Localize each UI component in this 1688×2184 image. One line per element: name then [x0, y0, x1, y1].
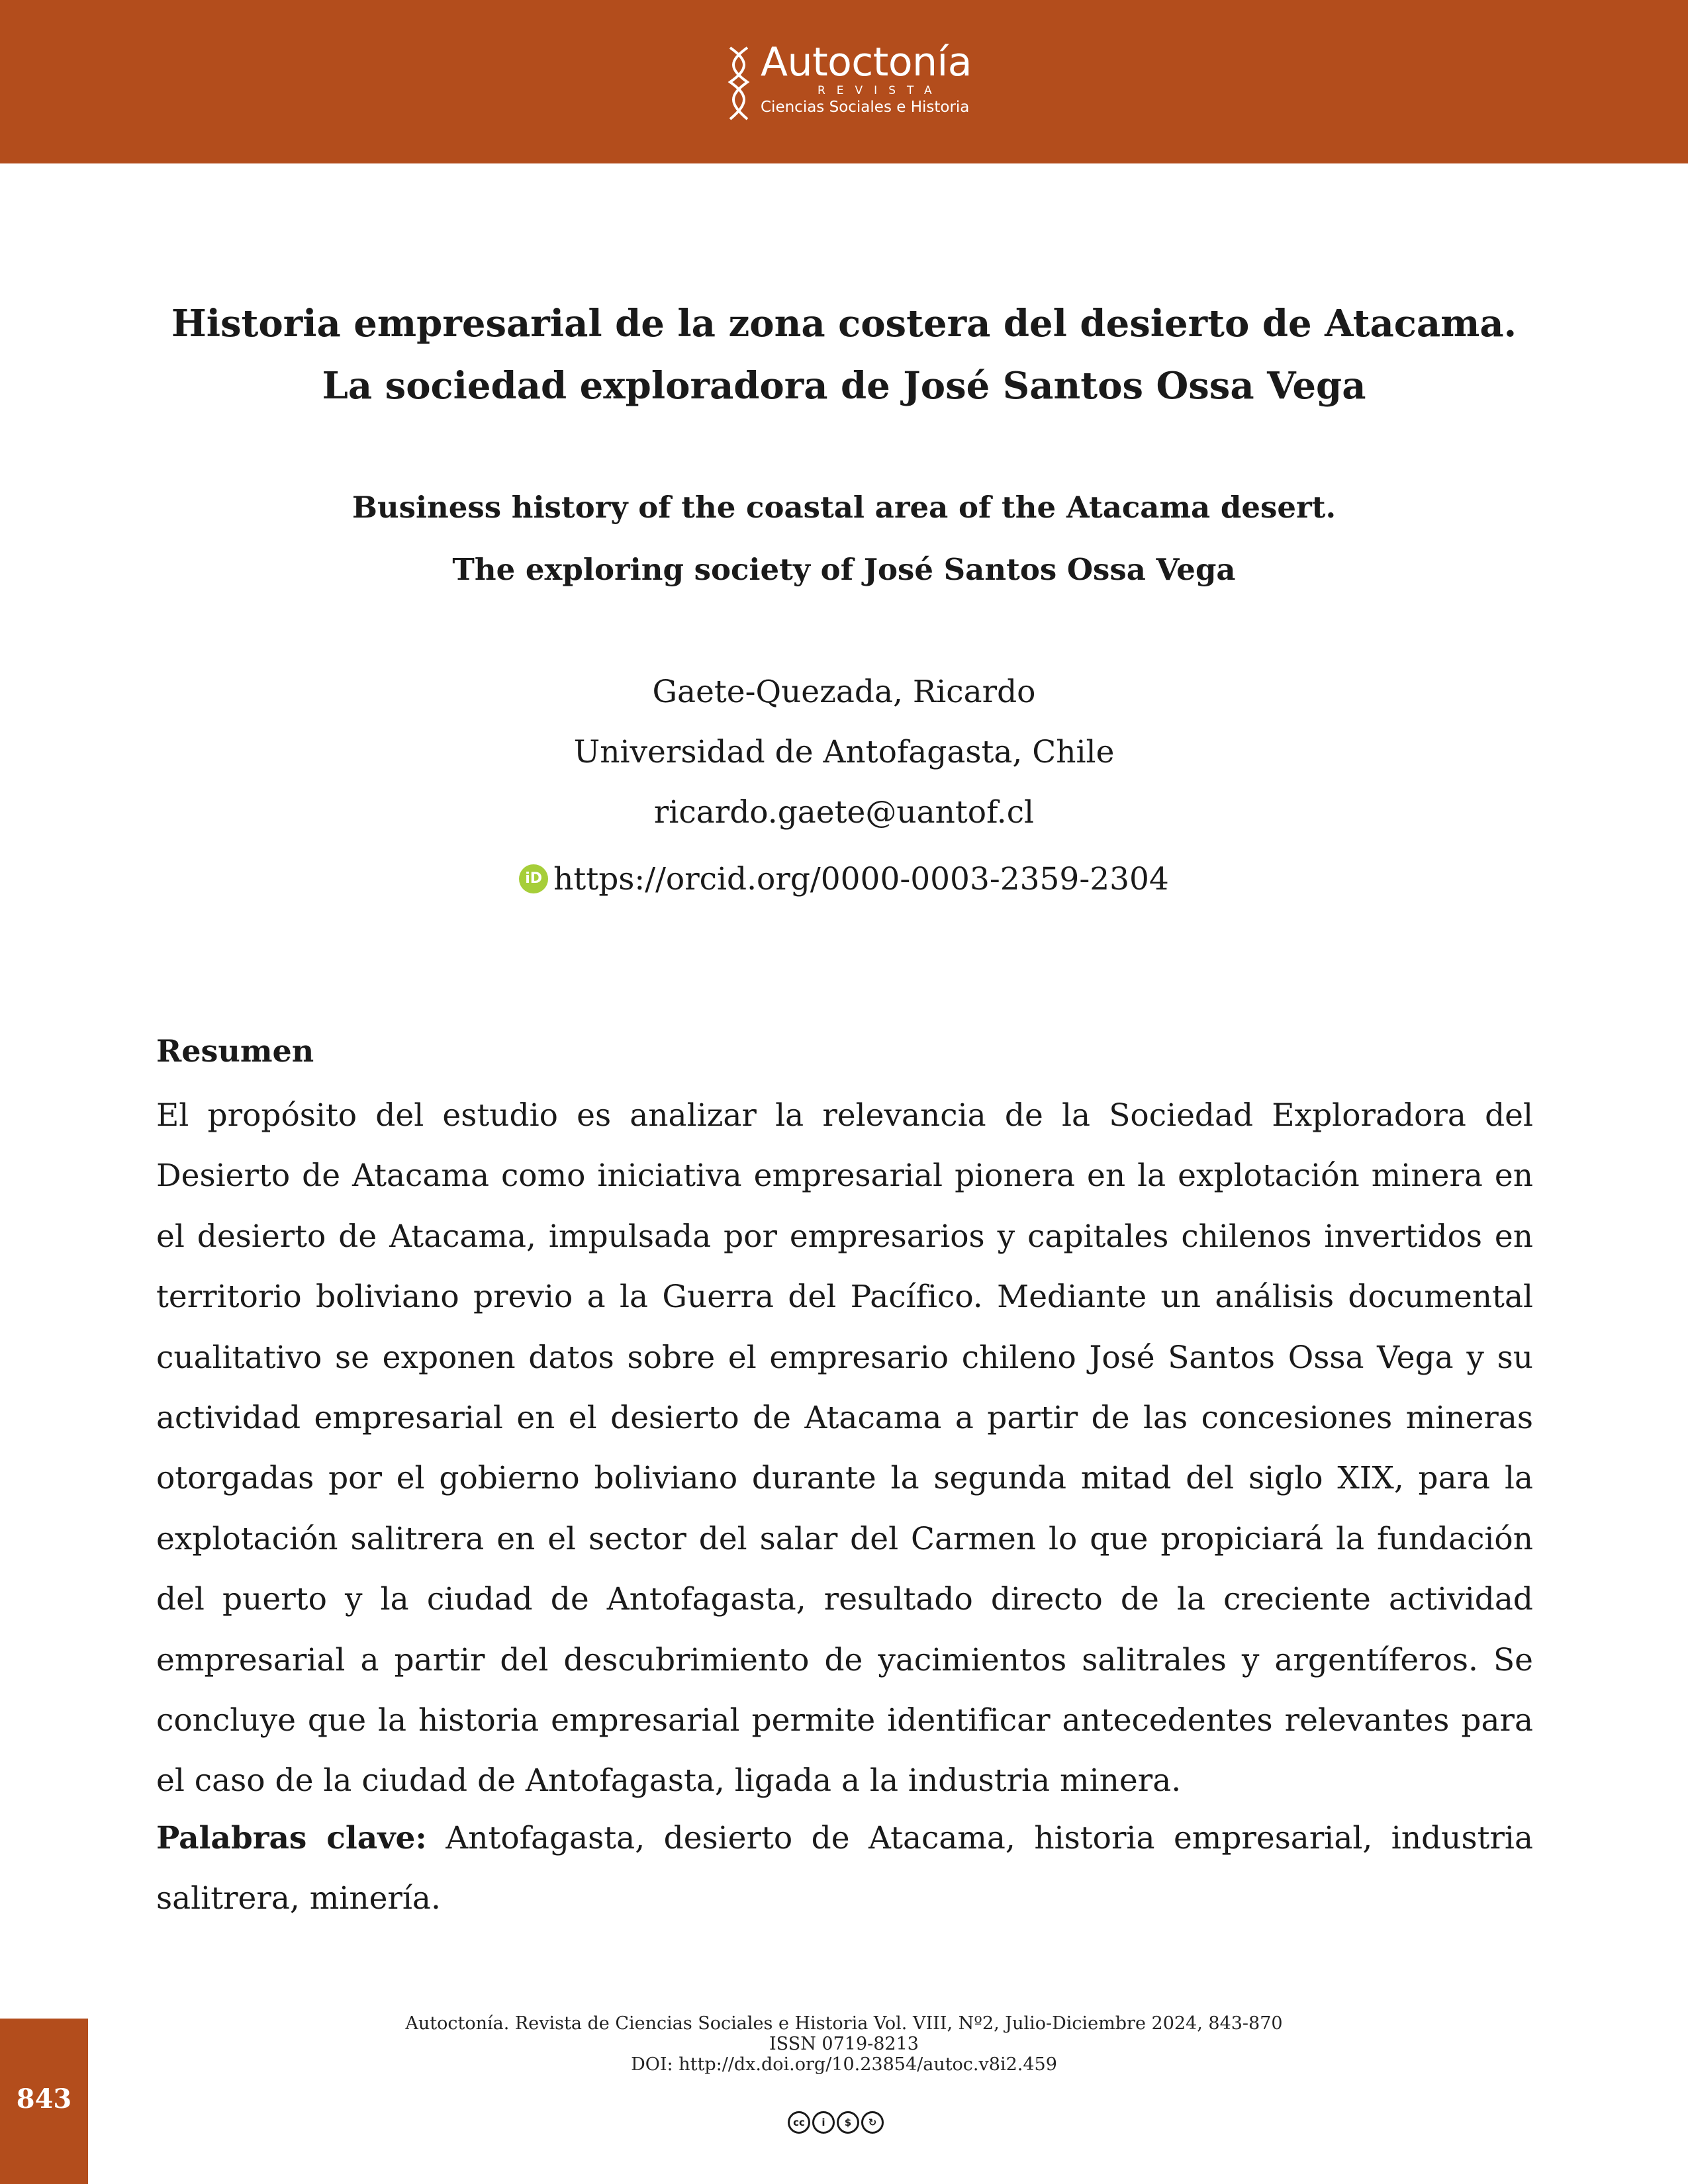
nc-icon: $	[837, 2111, 859, 2134]
title-english	[132, 477, 1556, 601]
logo-name: Autoctonía	[761, 39, 972, 85]
orcid-url[interactable]: https://orcid.org/0000-0003-2359-2304	[553, 860, 1169, 897]
cc-icon: cc	[788, 2111, 810, 2134]
journal-logo	[725, 41, 972, 127]
logo-subtitle: Ciencias Sociales e Historia	[761, 99, 970, 116]
license-icons[interactable]	[788, 2111, 884, 2135]
footer-doi[interactable]: DOI: http://dx.doi.org/10.23854/autoc.v8i2.459	[631, 2054, 1057, 2075]
footer-journal-citation: Autoctonía. Revista de Ciencias Sociales e Historia Vol. VIII, Nº2, Julio-Diciembre 2024, 843-870	[405, 2013, 1283, 2034]
by-icon: i	[812, 2111, 835, 2134]
author-email[interactable]: ricardo.gaete@uantof.cl	[653, 794, 1035, 831]
orcid-icon: iD	[519, 864, 548, 893]
author-affiliation: Universidad de Antofagasta, Chile	[573, 734, 1115, 770]
title-english-line-1: Business history of the coastal area of the Atacama desert.	[352, 490, 1336, 525]
abstract-body	[156, 1085, 1533, 1811]
page-number: 843	[16, 2083, 72, 2115]
sa-icon: ↻	[861, 2111, 884, 2134]
keywords	[156, 1808, 1533, 1929]
logo-revista: REVISTA	[818, 84, 943, 97]
title-spanish-line-1: Historia empresarial de la zona costera del desierto de Atacama.	[171, 302, 1517, 345]
dna-helix-icon	[725, 45, 753, 122]
footer-citation	[265, 2013, 1423, 2075]
author-info	[132, 662, 1556, 909]
title-english-line-2: The exploring society of José Santos Ossa Vega	[452, 552, 1236, 587]
title-spanish	[132, 293, 1556, 417]
title-spanish-line-2: La sociedad exploradora de José Santos Ossa Vega	[322, 364, 1366, 408]
abstract-heading: Resumen	[156, 1033, 314, 1069]
abstract-text: El propósito del estudio es analizar la relevancia de la Sociedad Exploradora del Desierto de Atacama como iniciativa empresarial pionera en la explotación minera en el desierto de Atacama, impulsada por empresarios y capitales chilenos invertidos en territorio boliviano previo a la Guerra del Pacífico. Mediante un análisis documental cualitativo se exponen datos sobre el empresario chileno José Santos Ossa Vega y su actividad empresarial en el desierto de Atacama a partir de las concesiones mineras otorgadas por el gobierno boliviano durante la segunda mitad del siglo XIX, para la explotación salitrera en el sector del salar del Carmen lo que propiciará la fundación del puerto y la ciudad de Antofagasta, resultado directo de la creciente actividad empresarial a partir del descubrimiento de yacimientos salitrales y argentíferos. Se concluye que la historia empresarial permite identificar antecedentes relevantes para el caso de la ciudad de Antofagasta, ligada a la industria minera.	[156, 1097, 1533, 1799]
keywords-text: Antofagasta, desierto de Atacama, historia empresarial, industria salitrera, minería.	[156, 1820, 1533, 1917]
author-name: Gaete-Quezada, Ricardo	[652, 674, 1036, 710]
orcid-link[interactable]	[519, 849, 1169, 909]
footer-issn: ISSN 0719-8213	[769, 2034, 919, 2054]
keywords-label: Palabras clave:	[156, 1820, 427, 1856]
